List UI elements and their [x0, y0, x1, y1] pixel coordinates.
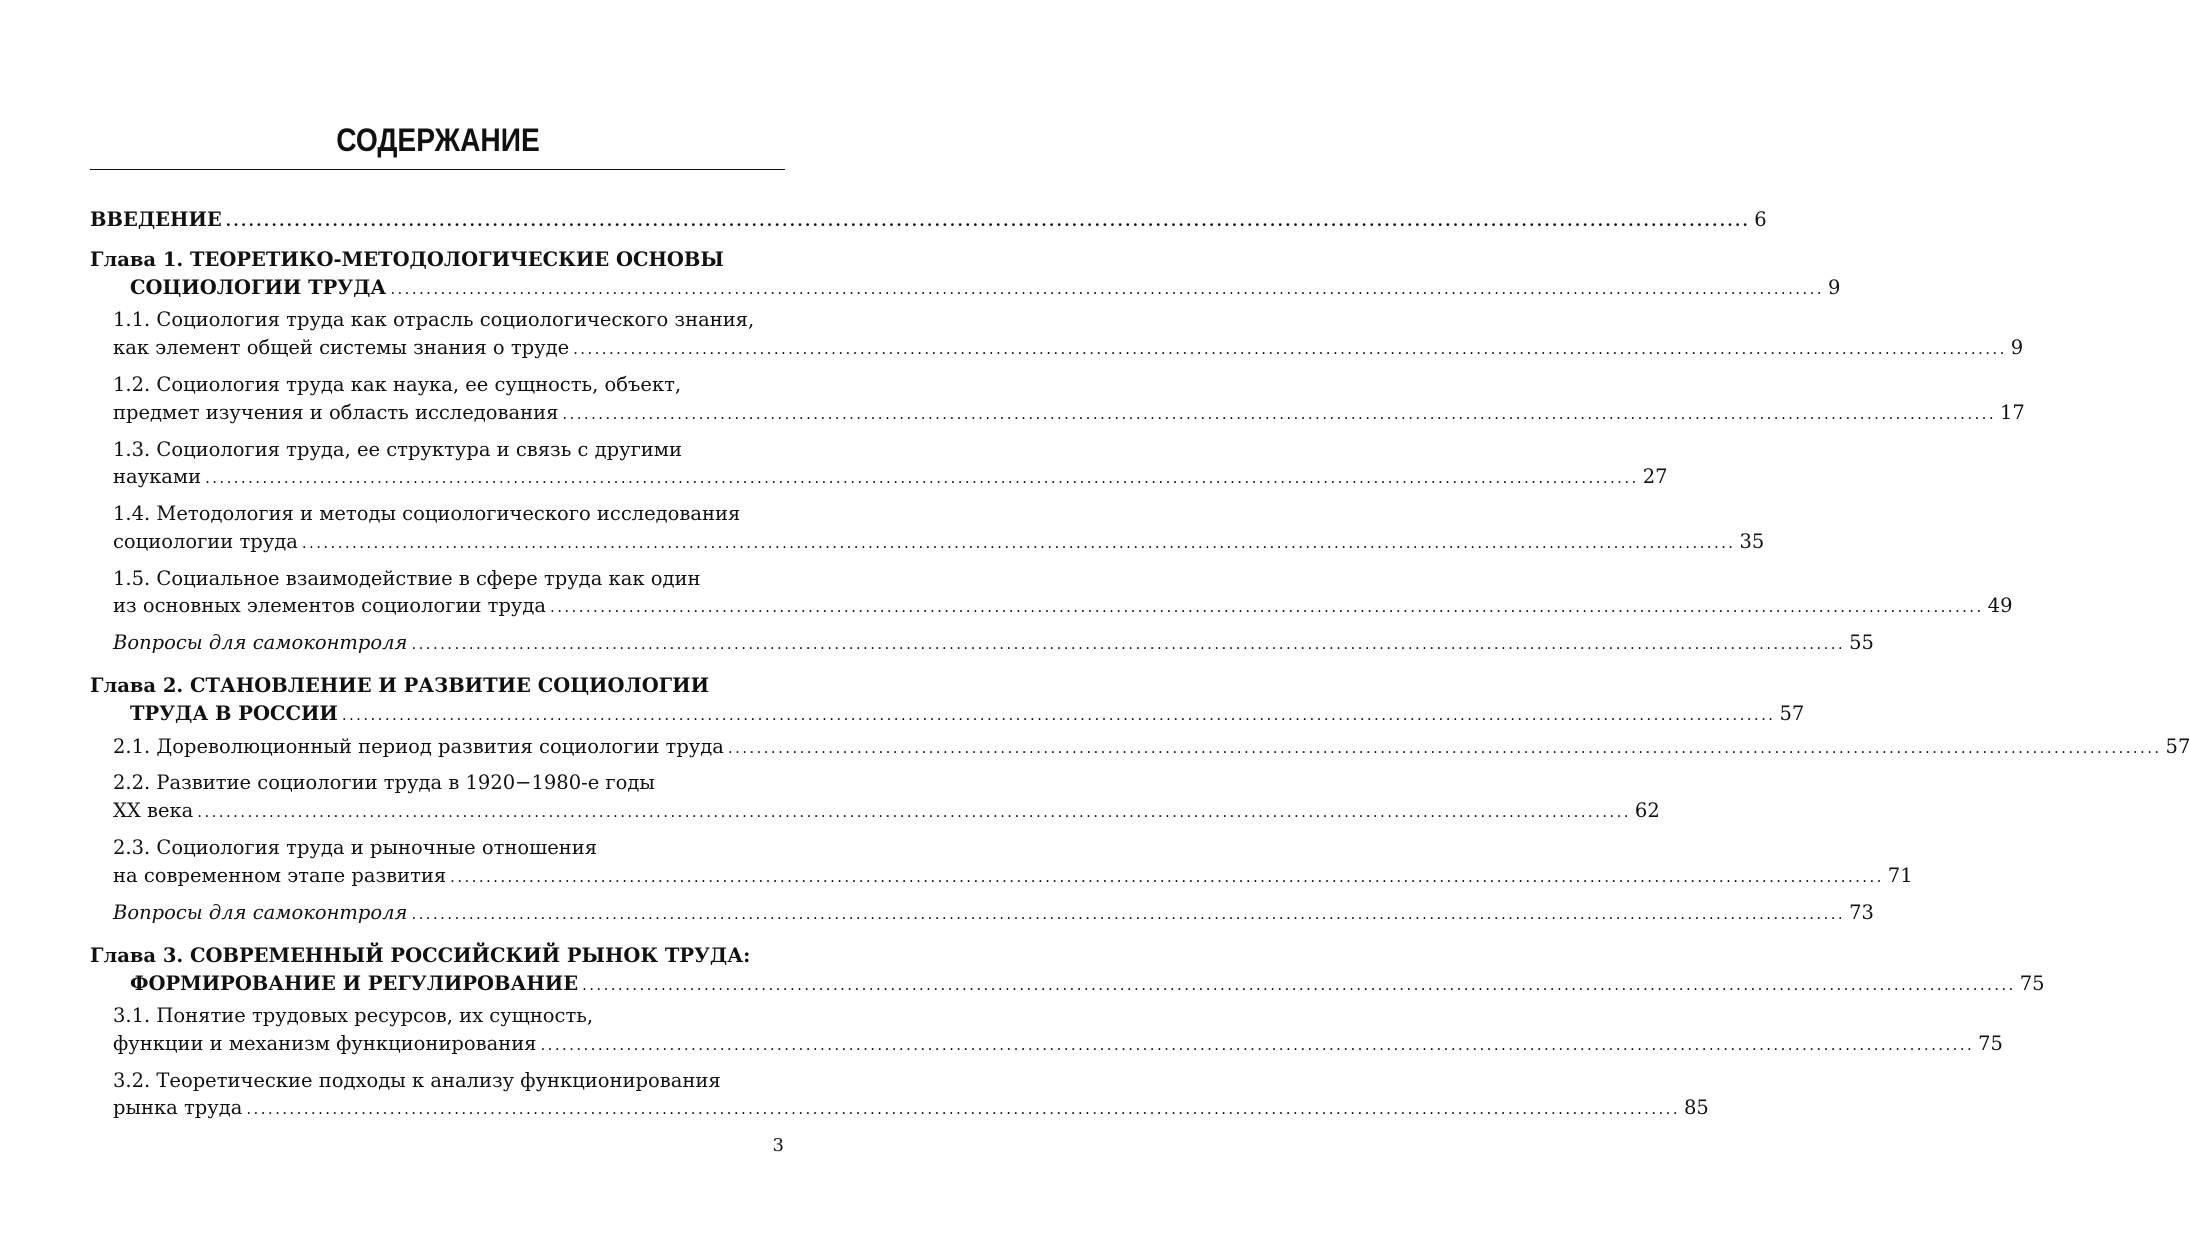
- toc-section-1-3: [113, 436, 785, 464]
- toc-section-2-2-cont: [113, 797, 1660, 825]
- toc-chapter-1-heading: [90, 246, 785, 274]
- toc-entry-text: 1.2. Социология труда как наука, ее сущность, объект,: [113, 373, 682, 396]
- toc-section-1-4: [113, 500, 785, 528]
- toc-review-questions-1: [113, 629, 1874, 657]
- toc-entry-page: 55: [1849, 631, 1874, 654]
- toc-section-3-1-cont: [113, 1030, 2003, 1058]
- toc-chapter-3-heading-cont: [130, 970, 2045, 998]
- toc-entry-page: 75: [1978, 1032, 2003, 1055]
- toc-section-2-2: [113, 769, 785, 797]
- toc-entry-page: 75: [2019, 972, 2045, 995]
- toc-section-3-1: [113, 1002, 785, 1030]
- dot-leader: ........................................................................................................................................................................................................: [246, 1100, 1681, 1118]
- toc-entry-text: 1.3. Социология труда, ее структура и связь с другими: [113, 438, 682, 461]
- dot-leader: ........................................................................................................................................................................................................: [411, 905, 1846, 923]
- dot-leader: ........................................................................................................................................................................................................: [582, 976, 2016, 994]
- toc-entry-text: рынка труда: [113, 1096, 243, 1119]
- toc-entry-text: как элемент общей системы знания о труде: [113, 336, 570, 359]
- dot-leader: ........................................................................................................................................................................................................: [411, 635, 1846, 653]
- toc-entry-page: 57: [2165, 735, 2190, 758]
- toc-entry-text: XX века: [113, 799, 194, 822]
- page-number: 3: [772, 1135, 784, 1156]
- toc-entry-page: 6: [1754, 208, 1767, 231]
- dot-leader: ........................................................................................................................................................................................................: [197, 803, 1631, 821]
- dot-leader: ........................................................................................................................................................................................................: [562, 405, 1997, 423]
- toc-section-1-5: [113, 565, 785, 593]
- toc-entry-page: 9: [1827, 276, 1841, 299]
- toc-entry-text: 2.1. Дореволюционный период развития социологии труда: [113, 735, 724, 758]
- toc-entry-text: 1.5. Социальное взаимодействие в сфере труда как один: [113, 567, 701, 590]
- toc-chapter-2-heading-cont: [130, 700, 1805, 728]
- toc-section-1-5-cont: [113, 592, 2013, 620]
- toc-entry-text: Глава 2. СТАНОВЛЕНИЕ И РАЗВИТИЕ СОЦИОЛОГИИ: [90, 674, 709, 697]
- toc-entry-text: из основных элементов социологии труда: [113, 594, 547, 617]
- toc-entry-text: Глава 3. СОВРЕМЕННЫЙ РОССИЙСКИЙ РЫНОК ТРУДА:: [90, 944, 751, 967]
- toc-entry-text: функции и механизм функционирования: [113, 1032, 537, 1055]
- toc-section-1-2: [113, 371, 785, 399]
- toc-entry-text: ВВЕДЕНИЕ: [90, 208, 222, 231]
- toc-section-1-1: [113, 306, 785, 334]
- toc-entry-page: 27: [1642, 465, 1668, 488]
- toc-entry-text: Глава 1. ТЕОРЕТИКО-МЕТОДОЛОГИЧЕСКИЕ ОСНОВЫ: [90, 248, 724, 271]
- toc-section-2-1: [113, 733, 2190, 761]
- toc-entry-text: на современном этапе развития: [113, 864, 447, 887]
- toc-entry-page: 9: [2010, 336, 2024, 359]
- dot-leader: ........................................................................................................................................................................................................: [540, 1036, 1975, 1054]
- toc-entry-text: ТРУДА В РОССИИ: [130, 702, 338, 725]
- toc-entry-page: 71: [1887, 864, 1913, 887]
- toc-section-3-2-cont: [113, 1094, 1709, 1122]
- toc-entry-page: 17: [2000, 401, 2025, 424]
- toc-entry-page: 73: [1849, 901, 1874, 924]
- dot-leader: ........................................................................................................................................................................................................: [301, 534, 1736, 552]
- toc-entry-text: 2.3. Социология труда и рыночные отношения: [113, 836, 598, 859]
- toc-section-2-3: [113, 834, 785, 862]
- toc-entry-page: 35: [1739, 530, 1765, 553]
- toc-chapter-3-heading: [90, 942, 785, 970]
- toc-entry-text: 3.1. Понятие трудовых ресурсов, их сущность,: [113, 1004, 594, 1027]
- toc-section-1-2-cont: [113, 399, 2025, 427]
- toc-entry-text: предмет изучения и область исследования: [113, 401, 559, 424]
- toc-section-1-4-cont: [113, 528, 1765, 556]
- toc-entry-page: 85: [1684, 1096, 1709, 1119]
- toc-entry-page: 62: [1634, 799, 1660, 822]
- dot-leader: ........................................................................................................................................................................................................: [341, 706, 1776, 724]
- toc-chapter-2-heading: [90, 672, 785, 700]
- dot-leader: ........................................................................................................................................................................................................: [225, 212, 1751, 230]
- toc-entry-text: 1.4. Методология и методы социологического исследования: [113, 502, 741, 525]
- page-title: СОДЕРЖАНИЕ: [336, 122, 540, 158]
- toc-entry-text: Вопросы для самоконтроля: [113, 631, 408, 654]
- dot-leader: ........................................................................................................................................................................................................: [390, 280, 1824, 298]
- toc-entry-page: 49: [1987, 594, 2013, 617]
- dot-leader: ........................................................................................................................................................................................................: [550, 598, 1984, 616]
- dot-leader: ........................................................................................................................................................................................................: [573, 340, 2007, 358]
- toc-entry-text: Вопросы для самоконтроля: [113, 901, 408, 924]
- toc-entry-text: 1.1. Социология труда как отрасль социологического знания,: [113, 308, 755, 331]
- title-divider: [90, 169, 785, 170]
- dot-leader: ........................................................................................................................................................................................................: [205, 469, 1639, 487]
- toc-section-1-3-cont: [113, 463, 1668, 491]
- dot-leader: ........................................................................................................................................................................................................: [450, 868, 1884, 886]
- toc-entry-text: 3.2. Теоретические подходы к анализу функционирования: [113, 1069, 721, 1092]
- toc-entry-page: 57: [1779, 702, 1805, 725]
- toc-entry-text: 2.2. Развитие социологии труда в 1920−1980-е годы: [113, 771, 655, 794]
- dot-leader: ........................................................................................................................................................................................................: [727, 739, 2162, 757]
- toc-review-questions-2: [113, 899, 1874, 927]
- toc-chapter-1-heading-cont: [130, 274, 1841, 302]
- toc-section-3-2: [113, 1067, 785, 1095]
- toc-section-2-3-cont: [113, 862, 1913, 890]
- toc-entry-introduction: [90, 206, 1767, 234]
- toc-entry-text: науками: [113, 465, 202, 488]
- toc-entry-text: СОЦИОЛОГИИ ТРУДА: [130, 276, 387, 299]
- toc-entry-text: социологии труда: [113, 530, 298, 553]
- toc-section-1-1-cont: [113, 334, 2024, 362]
- toc-entry-text: ФОРМИРОВАНИЕ И РЕГУЛИРОВАНИЕ: [130, 972, 579, 995]
